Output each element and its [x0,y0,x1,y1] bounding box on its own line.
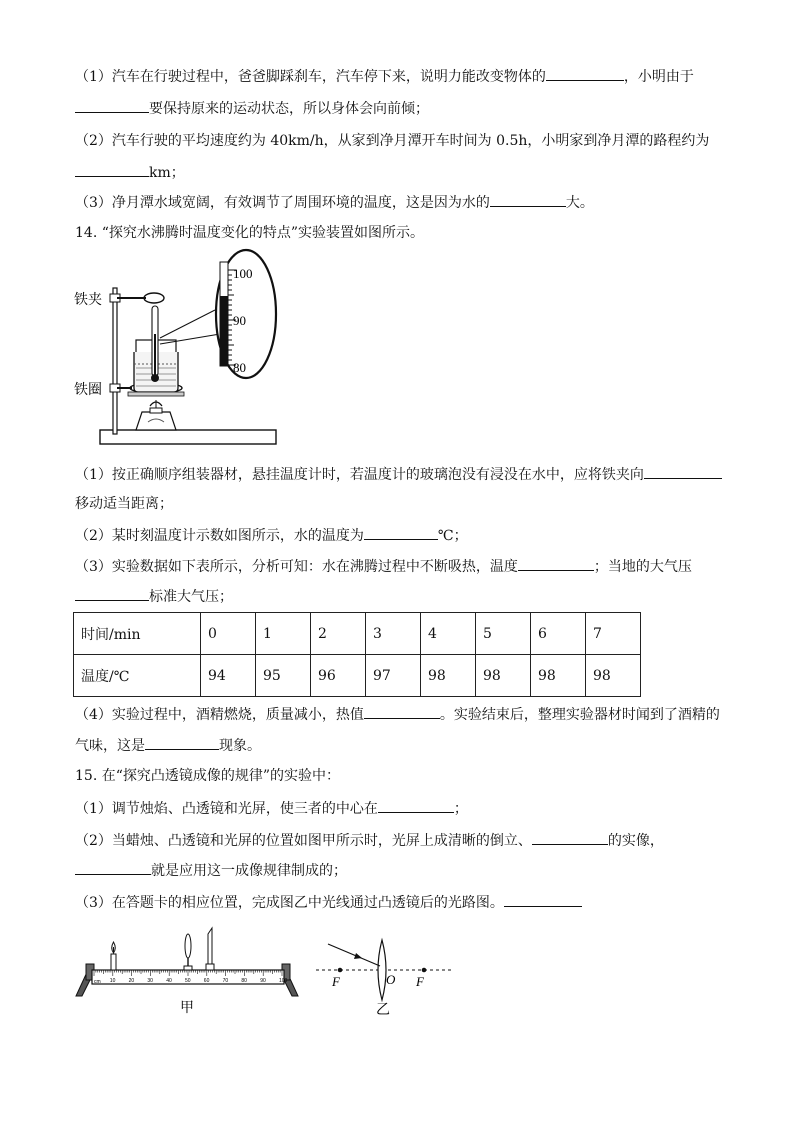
q13-part2-line2 [75,162,185,183]
q14-title [75,223,424,243]
focal-point-left [338,968,343,973]
q13-part3 [75,192,594,213]
q15-p3-text: （3）在答题卡的相应位置，完成图乙中光线通过凸透镜后的光路图。 [75,895,504,911]
q15-p2-text2: 的实像， [607,833,664,849]
q14-part1-line1 [75,464,722,485]
q14-p4-text: （4）实验过程中，酒精燃烧，质量减小，热值 [75,707,364,723]
scale-label-90: 90 [233,313,246,328]
label-iron-clamp: 铁夹 [74,292,102,308]
q14-p4-text2: 。实验结束后，整理实验器材时闻到了酒精的 [439,707,720,723]
q15-title [75,766,340,786]
q13-p2-unit: km； [149,165,185,181]
q13-p2-blank[interactable] [75,162,149,177]
q15-part2-line1 [75,830,664,851]
focal-point-right [422,968,427,973]
lens-ray-diagram [310,936,460,1018]
table-cell: 98 [421,655,476,697]
table-row [74,655,641,697]
boiling-apparatus-figure [70,248,285,453]
alcohol-lamp [136,400,176,430]
q14-part4-line2 [75,735,261,756]
table-cell: 98 [476,655,531,697]
scale-label-100: 100 [233,266,253,281]
q14-p3-blank2[interactable] [75,586,149,601]
q13-part1-line2 [75,98,429,119]
table-cell: 0 [201,613,256,655]
q14-title-text: 14. “探究水沸腾时温度变化的特点”实验装置如图所示。 [75,225,425,241]
q15-p1-text2: ； [453,801,468,817]
table-row [74,613,641,655]
convex-lens-diagram [378,940,386,1000]
ruler-label: 30 [147,978,153,984]
ruler-label: 90 [260,978,266,984]
q15-title-text: 15. 在“探究凸透镜成像的规律”的实验中： [75,768,341,784]
ruler-label: 80 [241,978,247,984]
q15-part2-line2 [75,860,347,881]
ruler-label: 70 [222,978,229,984]
table-cell: 95 [256,655,311,697]
q14-p3-text: （3）实验数据如下表所示，分析可知：水在沸腾过程中不断吸热，温度 [75,559,518,575]
ray-arrow-icon [354,953,362,959]
q14-p4-text4: 现象。 [219,738,261,754]
scale-label-80: 80 [233,360,246,375]
label-O: O [386,972,396,987]
q13-p1-blank1[interactable] [546,66,624,81]
label-iron-ring: 铁圈 [74,382,102,398]
thermometer [151,306,159,382]
q14-p4-blank2[interactable] [145,735,219,750]
q13-p1-text3: 要保持原来的运动状态，所以身体会向前倾； [149,101,429,117]
ruler-label: 10 [109,978,116,984]
incident-ray [328,944,380,966]
figure-label-yi: 乙 [376,1002,390,1018]
q15-p1-text: （1）调节烛焰、凸透镜和光屏，使三者的中心在 [75,801,378,817]
candle [111,942,116,970]
q15-part3 [75,892,582,913]
table-cell: 7 [586,613,641,655]
table-head-temperature: 温度/℃ [74,655,201,697]
table-cell: 1 [256,613,311,655]
ruler-label: 100 [279,978,288,984]
q13-p1-blank2[interactable] [75,98,149,113]
q14-p4-blank1[interactable] [364,704,440,719]
ruler-label: 20 [128,978,135,984]
ruler-label: 50 [185,978,191,984]
q14-part3-line1 [75,556,692,577]
q13-p2-text: （2）汽车行驶的平均速度约为 40km/h，从家到净月潭开车时间为 0.5h，小明家到净月潭的路程约为 [75,133,710,149]
q14-p2-blank[interactable] [364,525,438,540]
q13-p1-text: （1）汽车在行驶过程中，爸爸脚踩刹车，汽车停下来，说明力能改变物体的 [75,69,546,85]
q14-p3-text2: ；当地的大气压 [593,559,692,575]
stand-pole [113,288,117,434]
figure-label-jia: 甲 [180,1000,194,1016]
label-F-left: F [332,974,340,989]
q13-part1-line1 [75,66,694,87]
table-cell: 6 [531,613,586,655]
q14-p1-text2: 移动适当距离； [75,496,173,512]
q13-p3-text2: 大。 [565,195,594,211]
q14-p3-text3: 标准大气压； [149,589,233,605]
q14-p1-text: （1）按正确顺序组装器材，悬挂温度计时，若温度计的玻璃泡没有浸没在水中，应将铁夹向 [75,467,644,483]
ruler-label: 60 [203,978,210,984]
table-cell: 98 [586,655,641,697]
temperature-data-table [73,612,641,697]
table-cell: 98 [531,655,586,697]
q15-p1-blank[interactable] [378,798,454,813]
table-cell: 2 [311,613,366,655]
q14-part3-line2 [75,586,233,607]
q14-p3-blank1[interactable] [518,556,594,571]
q14-part1-line2 [75,494,173,514]
convex-lens [184,934,192,970]
q13-p3-text: （3）净月潭水域宽阔，有效调节了周围环境的温度，这是因为水的 [75,195,490,211]
q14-p2-text: （2）某时刻温度计示数如图所示，水的温度为 [75,528,364,544]
q13-p1-text2: ，小明由于 [623,69,694,85]
q14-p4-text3: 气味，这是 [75,738,145,754]
q14-p2-unit: ℃； [437,528,468,544]
optical-bench-figure [70,924,300,1016]
stand-base [100,430,276,444]
q15-p2-text: （2）当蜡烛、凸透镜和光屏的位置如图甲所示时，光屏上成清晰的倒立、 [75,833,532,849]
table-head-time: 时间/min [74,613,201,655]
q14-part4-line1 [75,704,720,725]
table-cell: 97 [366,655,421,697]
ruler-unit: cm [94,979,101,985]
q14-part2 [75,525,468,546]
q14-p1-blank[interactable] [644,464,722,479]
q15-p2-text3: 就是应用这一成像规律制成的； [151,863,347,879]
iron-clamp [110,293,164,303]
q15-part1 [75,798,468,819]
table-cell: 3 [366,613,421,655]
table-cell: 96 [311,655,366,697]
q15-p2-blank1[interactable] [532,830,608,845]
q13-part2-line1 [75,131,709,151]
table-cell: 4 [421,613,476,655]
label-F-right: F [416,974,424,989]
light-screen [206,928,214,970]
q15-p3-blank[interactable] [504,892,582,907]
table-cell: 5 [476,613,531,655]
q13-p3-blank[interactable] [490,192,566,207]
table-cell: 94 [201,655,256,697]
q15-p2-blank2[interactable] [75,860,151,875]
wire-gauze [128,392,184,396]
ruler-label: 40 [166,978,172,984]
